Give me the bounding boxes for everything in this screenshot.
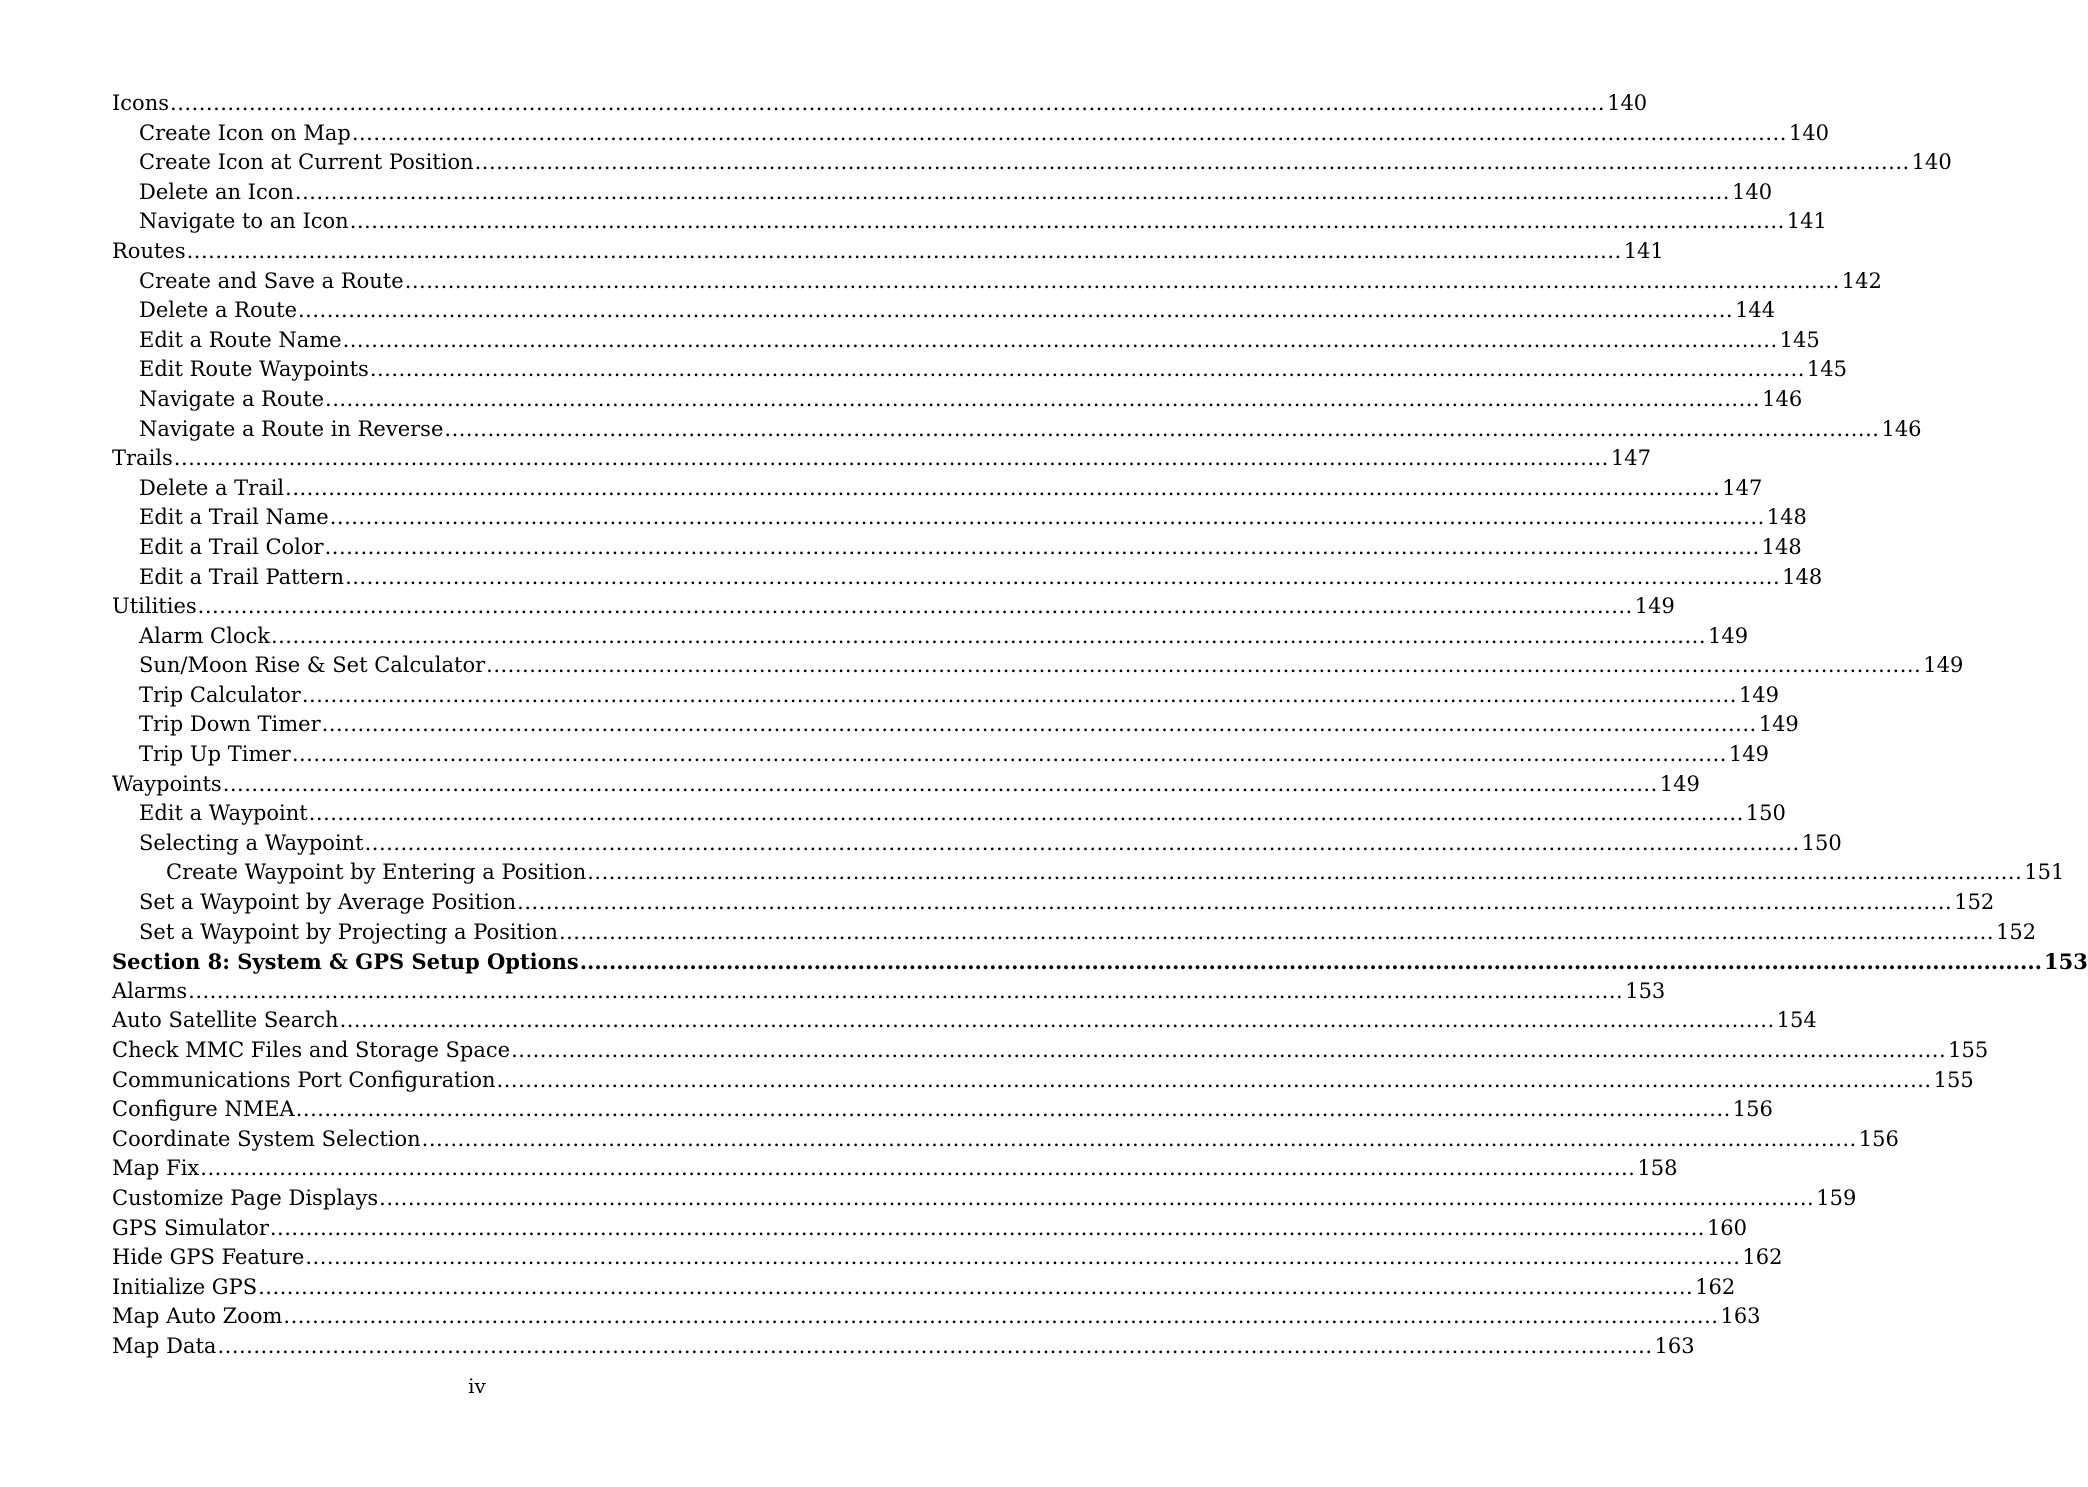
toc-entry-title: Edit a Trail Pattern (139, 564, 345, 589)
dot-leader: ........................................................................................................................................................................................................ (170, 91, 1606, 115)
toc-entry-title: Edit a Trail Name (139, 505, 329, 530)
toc-entry-page: 153 (2043, 949, 2088, 975)
toc-entry[interactable] (112, 267, 1882, 297)
toc-entry-page: 147 (1610, 446, 1651, 471)
toc-entry-title: Map Fix (112, 1156, 200, 1181)
dot-leader: ........................................................................................................................................................................................................ (349, 209, 1785, 234)
toc-entry-page: 145 (1779, 327, 1820, 352)
dot-leader: ........................................................................................................................................................................................................ (474, 150, 1910, 175)
dot-leader: ........................................................................................................................................................................................................ (345, 564, 1781, 589)
toc-entry[interactable] (112, 119, 1829, 149)
page-number: iv (468, 1374, 486, 1398)
toc-entry-page: 145 (1806, 357, 1847, 382)
toc-entry[interactable] (112, 207, 1827, 237)
toc-entry-title: Customize Page Displays (112, 1185, 379, 1210)
dot-leader: ........................................................................................................................................................................................................ (305, 1245, 1741, 1270)
dot-leader: ........................................................................................................................................................................................................ (173, 446, 1609, 471)
toc-entry-title: Edit Route Waypoints (139, 357, 369, 382)
toc-entry[interactable] (112, 1006, 1817, 1036)
toc-entry[interactable] (112, 858, 2065, 888)
toc-entry[interactable] (112, 385, 1803, 415)
toc-entry-page: 150 (1745, 801, 1786, 826)
dot-leader: ........................................................................................................................................................................................................ (587, 860, 2023, 885)
toc-entry-title: Create Waypoint by Entering a Position (166, 860, 587, 885)
toc-entry-title: Routes (112, 238, 186, 263)
toc-entry[interactable] (112, 503, 1807, 533)
toc-entry-title: Hide GPS Feature (112, 1245, 305, 1270)
toc-entry-title: Delete an Icon (139, 179, 294, 204)
dot-leader: ........................................................................................................................................................................................................ (222, 771, 1658, 796)
toc-entry-page: 144 (1735, 298, 1776, 323)
toc-entry-page: 155 (1933, 1067, 1974, 1092)
dot-leader: ........................................................................................................................................................................................................ (298, 298, 1734, 323)
toc-entry[interactable] (112, 740, 1769, 770)
toc-entry[interactable] (112, 326, 1820, 356)
toc-entry-title: Trip Up Timer (139, 742, 291, 767)
toc-entry[interactable] (112, 918, 2037, 948)
toc-entry[interactable] (112, 563, 1823, 593)
toc-entry-title: Create and Save a Route (139, 268, 404, 293)
toc-entry-title: Auto Satellite Search (112, 1008, 339, 1033)
toc-entry[interactable] (112, 799, 1786, 829)
toc-entry[interactable] (112, 1332, 1695, 1362)
toc-entry-title: Navigate to an Icon (139, 209, 349, 234)
toc-entry-title: Alarms (112, 978, 188, 1003)
dot-leader: ........................................................................................................................................................................................................ (186, 238, 1622, 263)
toc-entry-page: 149 (1708, 623, 1749, 648)
dot-leader: ........................................................................................................................................................................................................ (217, 1333, 1653, 1358)
toc-entry[interactable] (112, 1302, 1761, 1332)
toc-entry-page: 149 (1634, 594, 1675, 619)
dot-leader: ........................................................................................................................................................................................................ (329, 505, 1765, 530)
dot-leader: ........................................................................................................................................................................................................ (579, 949, 2042, 975)
dot-leader: ........................................................................................................................................................................................................ (301, 682, 1737, 707)
toc-entry-page: 141 (1786, 209, 1827, 234)
toc-entry-page: 152 (1954, 890, 1995, 915)
toc-entry[interactable] (112, 651, 1964, 681)
toc-entry-page: 163 (1654, 1333, 1695, 1358)
toc-entry-title: Selecting a Waypoint (139, 830, 364, 855)
toc-entry-title: Set a Waypoint by Average Position (139, 890, 517, 915)
toc-entry-page: 153 (1625, 978, 1666, 1003)
toc-entry[interactable] (112, 237, 1664, 267)
toc-entry-title: Trip Calculator (139, 682, 301, 707)
toc-entry[interactable] (112, 474, 1763, 504)
toc-entry-page: 148 (1761, 534, 1802, 559)
toc-entry-page: 160 (1706, 1215, 1748, 1240)
toc-entry[interactable] (112, 977, 1666, 1007)
toc-entry-page: 148 (1766, 505, 1807, 530)
dot-leader: ........................................................................................................................................................................................................ (339, 1008, 1775, 1033)
toc-entry[interactable] (112, 770, 1700, 800)
toc-entry-title: Alarm Clock (139, 623, 270, 648)
toc-entry-page: 140 (1911, 150, 1952, 175)
dot-leader: ........................................................................................................................................................................................................ (269, 1215, 1705, 1240)
toc-entry-page: 146 (1881, 416, 1922, 441)
toc-entry[interactable] (112, 1273, 1736, 1303)
toc-entry[interactable] (112, 1095, 1773, 1125)
dot-leader: ........................................................................................................................................................................................................ (294, 179, 1730, 204)
dot-leader: ........................................................................................................................................................................................................ (188, 978, 1624, 1003)
toc-entry-page: 152 (1996, 919, 2037, 944)
dot-leader: ........................................................................................................................................................................................................ (421, 1126, 1857, 1151)
dot-leader: ........................................................................................................................................................................................................ (486, 653, 1922, 678)
toc-entry-page: 146 (1762, 386, 1803, 411)
dot-leader: ........................................................................................................................................................................................................ (511, 1038, 1947, 1062)
toc-entry-page: 140 (1731, 179, 1773, 204)
toc-entry-page: 156 (1732, 1097, 1773, 1122)
toc-entry[interactable] (112, 444, 1651, 474)
toc-entry[interactable] (112, 89, 1648, 119)
toc-entry-page: 150 (1801, 830, 1842, 855)
toc-entry-title: Map Auto Zoom (112, 1304, 283, 1329)
dot-leader: ........................................................................................................................................................................................................ (444, 416, 1880, 441)
toc-entry[interactable] (112, 355, 1847, 385)
dot-leader: ........................................................................................................................................................................................................ (517, 890, 1953, 915)
toc-entry-title: Initialize GPS (112, 1274, 258, 1299)
toc-entry[interactable] (112, 622, 1749, 652)
toc-entry-page: 148 (1782, 564, 1823, 589)
toc-entry-page: 154 (1776, 1008, 1817, 1033)
toc-entry-page: 159 (1816, 1185, 1857, 1210)
toc-entry[interactable] (112, 829, 1842, 859)
table-of-contents (112, 89, 2088, 1362)
toc-entry-page: 140 (1788, 120, 1829, 145)
toc-entry-page: 149 (1758, 712, 1799, 737)
dot-leader: ........................................................................................................................................................................................................ (364, 830, 1800, 855)
toc-entry-page: 156 (1858, 1126, 1899, 1151)
toc-entry[interactable] (112, 1066, 1974, 1096)
toc-entry[interactable] (112, 148, 1952, 178)
toc-entry[interactable] (112, 1184, 1857, 1214)
toc-entry[interactable] (112, 592, 1675, 622)
dot-leader: ........................................................................................................................................................................................................ (325, 386, 1761, 411)
dot-leader: ........................................................................................................................................................................................................ (496, 1067, 1932, 1092)
dot-leader: ........................................................................................................................................................................................................ (197, 594, 1633, 619)
toc-entry-title: Create Icon on Map (139, 120, 351, 145)
dot-leader: ........................................................................................................................................................................................................ (404, 268, 1840, 293)
toc-entry-page: 149 (1738, 682, 1779, 707)
toc-entry-page: 162 (1742, 1245, 1783, 1270)
toc-entry[interactable] (112, 947, 2088, 977)
toc-entry-title: Coordinate System Selection (112, 1126, 421, 1151)
toc-entry-page: 163 (1720, 1304, 1761, 1329)
toc-entry[interactable] (112, 1243, 1783, 1273)
toc-entry-title: Trip Down Timer (139, 712, 321, 737)
toc-entry[interactable] (112, 888, 1995, 918)
toc-entry-title: Delete a Trail (139, 475, 285, 500)
toc-entry-page: 141 (1623, 238, 1664, 263)
dot-leader: ........................................................................................................................................................................................................ (200, 1156, 1636, 1181)
dot-leader: ........................................................................................................................................................................................................ (308, 801, 1744, 826)
toc-entry-title: Utilities (112, 594, 197, 619)
dot-leader: ........................................................................................................................................................................................................ (324, 534, 1760, 559)
toc-entry-page: 151 (2024, 860, 2065, 885)
toc-entry-title: Set a Waypoint by Projecting a Position (139, 919, 558, 944)
toc-entry-title: Communications Port Configuration (112, 1067, 496, 1092)
toc-entry[interactable] (112, 1154, 1678, 1184)
toc-entry-title: Section 8: System & GPS Setup Options (112, 949, 579, 975)
toc-entry-page: 140 (1607, 91, 1648, 115)
toc-entry[interactable] (112, 296, 1776, 326)
toc-entry-title: Navigate a Route in Reverse (139, 416, 444, 441)
toc-entry-page: 149 (1659, 771, 1700, 796)
dot-leader: ........................................................................................................................................................................................................ (351, 120, 1787, 145)
toc-entry[interactable] (112, 415, 1922, 445)
toc-entry[interactable] (112, 1214, 1748, 1244)
toc-entry-page: 158 (1637, 1156, 1678, 1181)
dot-leader: ........................................................................................................................................................................................................ (285, 475, 1721, 500)
toc-entry-page: 149 (1923, 653, 1964, 678)
toc-entry[interactable] (112, 1125, 1899, 1155)
dot-leader: ........................................................................................................................................................................................................ (270, 623, 1707, 648)
toc-entry-title: GPS Simulator (112, 1215, 269, 1240)
dot-leader: ........................................................................................................................................................................................................ (379, 1185, 1815, 1210)
toc-entry[interactable] (112, 533, 1802, 563)
dot-leader: ........................................................................................................................................................................................................ (558, 919, 1994, 944)
toc-entry-page: 149 (1728, 742, 1769, 767)
toc-entry-title: Map Data (112, 1333, 217, 1358)
toc-entry[interactable] (112, 1036, 1989, 1066)
toc-entry-page: 155 (1948, 1038, 1989, 1062)
toc-entry-title: Edit a Route Name (139, 327, 342, 352)
dot-leader: ........................................................................................................................................................................................................ (291, 742, 1727, 767)
dot-leader: ........................................................................................................................................................................................................ (342, 327, 1778, 352)
toc-entry-title: Edit a Waypoint (139, 801, 308, 826)
toc-entry-title: Icons (112, 91, 170, 115)
toc-entry-page: 162 (1695, 1274, 1736, 1299)
toc-entry-title: Delete a Route (139, 298, 297, 323)
toc-entry-title: Waypoints (112, 771, 222, 796)
toc-entry-title: Navigate a Route (139, 386, 325, 411)
toc-entry[interactable] (112, 710, 1799, 740)
dot-leader: ........................................................................................................................................................................................................ (369, 357, 1805, 382)
toc-entry-title: Check MMC Files and Storage Space (112, 1038, 511, 1062)
toc-entry[interactable] (112, 178, 1773, 208)
dot-leader: ........................................................................................................................................................................................................ (321, 712, 1757, 737)
toc-entry-page: 147 (1722, 475, 1763, 500)
dot-leader: ........................................................................................................................................................................................................ (258, 1274, 1694, 1299)
toc-entry-title: Create Icon at Current Position (139, 150, 474, 175)
dot-leader: ........................................................................................................................................................................................................ (283, 1304, 1719, 1329)
toc-entry[interactable] (112, 681, 1779, 711)
toc-entry-title: Sun/Moon Rise & Set Calculator (139, 653, 486, 678)
toc-entry-page: 142 (1841, 268, 1882, 293)
toc-entry-title: Configure NMEA (112, 1097, 295, 1122)
toc-entry-title: Trails (112, 446, 173, 471)
dot-leader: ........................................................................................................................................................................................................ (295, 1097, 1731, 1122)
toc-entry-title: Edit a Trail Color (139, 534, 324, 559)
